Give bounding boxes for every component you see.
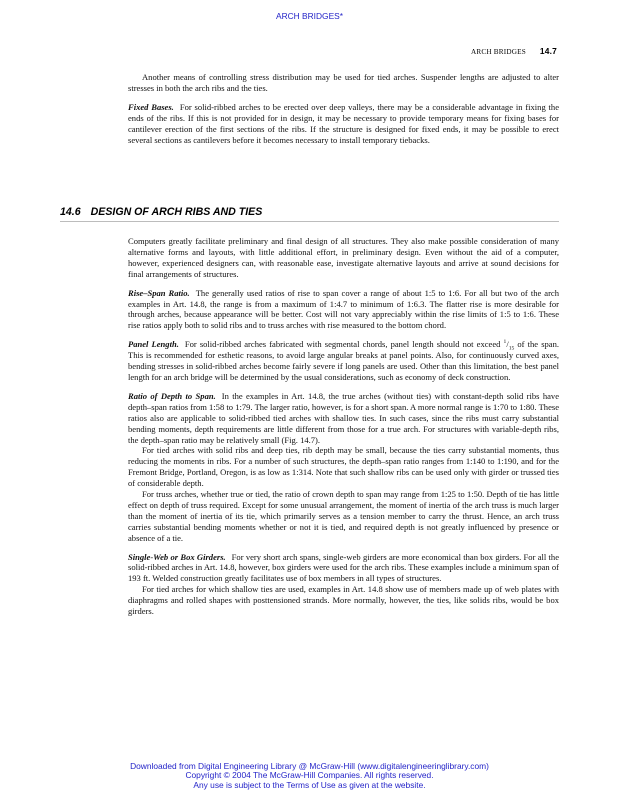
running-title: ARCH BRIDGES (470, 48, 526, 56)
panel-length-text-2: of the span. This is recommended for esthetic reasons, to avoid large angular breaks at panel points. Also, for continuously curved axes, bending stresses in solid-ribbed arches become fairly severe if long panels are used. Other than this limitation, the best panel length for an arch bridge will be determined by the usual considerations, such as economy of deck construction. (128, 339, 560, 382)
panel-length-head: Panel Length. (128, 339, 179, 350)
intro-block (128, 72, 559, 145)
panel-length-text-1: For solid-ribbed arches fabricated with segmental chords, panel length should not exceed (184, 339, 501, 350)
page-number: 14.7 (539, 46, 557, 56)
single-web-paragraph-2: For tied arches for which shallow ties are used, examples in Art. 14.8 show use of members made up of web plates with diaphragms and rolled shapes with posttensioned strands. More normally, however, the ties, like solids ribs, would be box girders. (128, 584, 559, 617)
footer-copyright: Copyright © 2004 The McGraw-Hill Companies. All rights reserved. (185, 770, 434, 781)
section-body (128, 236, 559, 617)
fixed-bases-text: For solid-ribbed arches to be erected over deep valleys, there may be a considerable advantage in fixing the ends of the ribs. If this is not provided for in design, it may be necessary to provide temporary means for fixing bases for cantilever erection of the first sections of the ribs. If the structure is designed for fixed ends, it may be possible to erect several sections as cantilevers before it becomes necessary to install temporary tiebacks. (128, 101, 560, 145)
rise-span-head: Rise–Span Ratio. (128, 287, 190, 298)
rise-span-paragraph (128, 288, 559, 332)
fraction-denominator: 15 (508, 345, 515, 352)
single-web-text: For very short arch spans, single-web girders are more economical than box girders. For all the solid-ribbed arches in Art. 14.8, however, box girders were used for the arch ribs. These examples include a minimum span of 193 ft. Welded construction greatly facilitates use of box members in all types of structures. (128, 551, 559, 584)
rise-span-text: The generally used ratios of rise to span cover a range of about 1:5 to 1:6. For all but two of the arch examples in Art. 14.8, the range is from a maximum of 1:4.7 to minimum of 1:6.3. The flatter rise is more desirable for through arches, because appearance will be better. Cost will not vary appreciably within the rise limits of 1:5 to 1:6. These rise ratios apply both to solid ribs and to truss arches with rise measured to the bottom chord. (128, 287, 560, 331)
running-head (471, 46, 557, 56)
intro-paragraph: Another means of controlling stress distribution may be used for tied arches. Suspender lengths are adjusted to alter stresses in both the arch ribs and the ties. (128, 72, 559, 93)
single-web-paragraph (128, 552, 559, 585)
single-web-head: Single-Web or Box Girders. (128, 551, 226, 562)
footer (0, 762, 619, 790)
computers-paragraph: Computers greatly facilitate preliminary and final design of all structures. They also make possible consideration of many alternative forms and layouts, with little additional effort, in preliminary design. Even without the aid of a computer, however, experienced designers can, with reasonable ease, investigate alternative layouts and arrive at sound decisions for final arrangements of structures. (128, 236, 559, 279)
footer-terms: Any use is subject to the Terms of Use as given at the website. (193, 779, 426, 790)
top-banner: ARCH BRIDGES* (275, 11, 343, 21)
depth-span-paragraph-3: For truss arches, whether true or tied, the ratio of crown depth to span may range from 1:25 to 1:50. Depth of tie has little effect on depth of truss required. Except for some unusual arrangement, the moment of inertia of the arch truss is much larger than the moment of inertia of its tie, which primarily serves as a tension member to carry the thrust. Hence, an arch truss carries substantial bending moments whether or not it is tied, and required depth is not greatly influenced by presence or absence of a tie. (128, 489, 559, 543)
depth-span-text: In the examples in Art. 14.8, the true arches (without ties) with constant-depth solid ribs have depth–span ratios from 1:58 to 1:79. The larger ratio, however, is for a short span. A more normal range is 1:70 to 1:80. These ratios also are applicable to solid-ribbed tied arches with shallow ties. In such cases, since the ribs must carry substantial bending moments, depth requirements are little different from those for a true arch. For structures with variable-depth ribs, the depth–span ratio may be relatively small (Fig. 14.7). (128, 390, 559, 445)
fixed-bases-head: Fixed Bases. (128, 101, 174, 112)
fraction-numerator: 1 (503, 339, 507, 346)
footer-download-link[interactable]: Downloaded from Digital Engineering Library @ McGraw-Hill (www.digitalengineeringlibrary.com) (130, 761, 489, 771)
fixed-bases-paragraph (128, 102, 559, 146)
depth-span-paragraph (128, 391, 559, 446)
section-heading (60, 206, 559, 222)
section-title: DESIGN OF ARCH RIBS AND TIES (90, 206, 263, 218)
panel-length-paragraph: Panel Length. For solid-ribbed arches fabricated with segmental chords, panel length should not exceed $^1/_{15}$ of the span. This is recommended for esthetic reasons, to avoid large angular breaks at panel points. Also, for continuously curved axes, bending stresses in solid-ribbed arches become fairly severe if long panels are used. Other than this limitation, the best panel length for an arch bridge will be determined by the usual considerations, such as economy of deck construction. (128, 339, 560, 382)
depth-span-paragraph-2: For tied arches with solid ribs and deep ties, rib depth may be small, because the ties carry substantial moments, thus reducing the moments in ribs. For a number of such structures, the depth–span ratio ranges from 1:140 to 1:190, and for the Fremont Bridge, Portland, Oregon, is as low as 1:314. Note that such shallow ribs can be used only with girder or trussed ties of considerable depth. (128, 445, 559, 489)
depth-span-head: Ratio of Depth to Span. (128, 390, 216, 401)
section-number: 14.6 (60, 206, 81, 218)
